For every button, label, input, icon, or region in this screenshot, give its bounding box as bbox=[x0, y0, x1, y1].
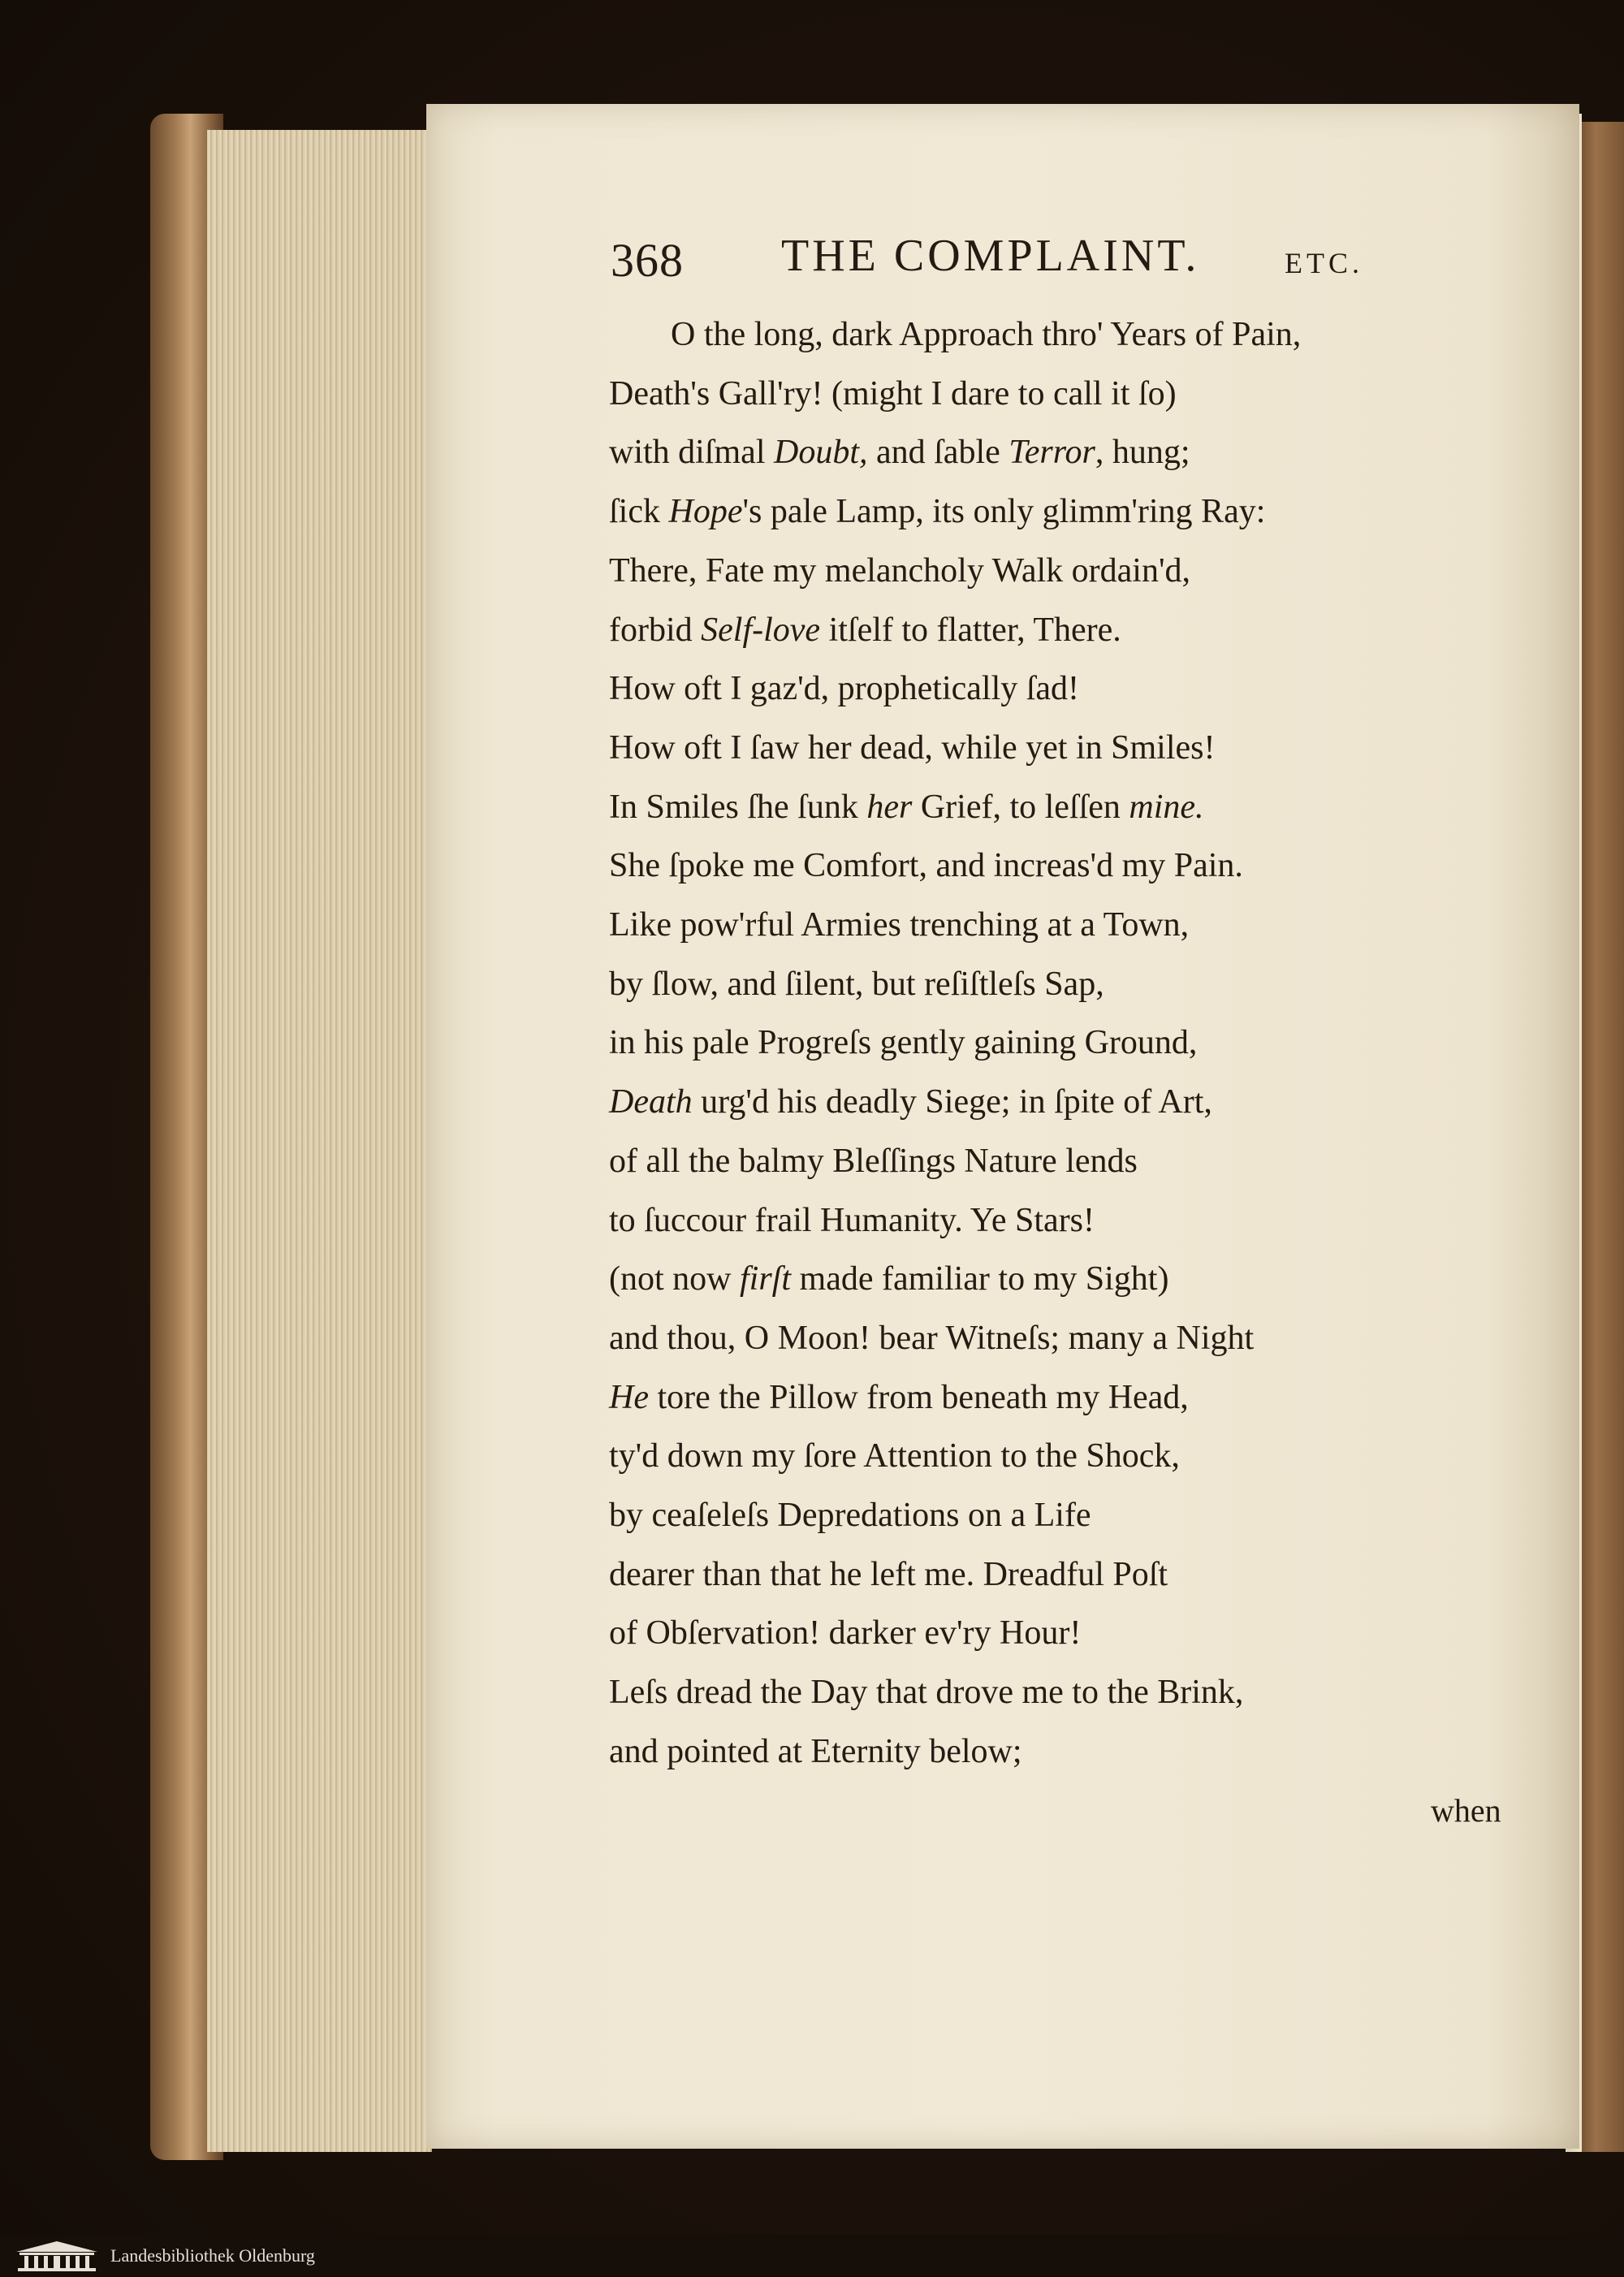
line-text: She ſpoke me Comfort, and increas'd my Pain. bbox=[609, 847, 1243, 885]
library-building-icon bbox=[13, 2239, 101, 2273]
poem-line bbox=[609, 902, 1189, 948]
italic-word: Self-love bbox=[701, 611, 821, 649]
italic-word: firſt bbox=[740, 1260, 792, 1298]
poem-line bbox=[609, 607, 1121, 653]
line-text: Grief, to leſſen bbox=[912, 788, 1129, 826]
line-text: made familiar to my Sight) bbox=[791, 1260, 1169, 1298]
line-text: of all the balmy Bleſſings Nature lends bbox=[609, 1142, 1138, 1180]
poem-line bbox=[609, 489, 1265, 534]
poem-line bbox=[609, 1198, 1095, 1243]
line-text: with diſmal bbox=[609, 434, 774, 472]
library-name: Landesbibliothek Oldenburg bbox=[110, 2245, 315, 2266]
poem-line bbox=[609, 1375, 1189, 1420]
poem-line bbox=[609, 1729, 1022, 1774]
line-text: and pointed at Eternity below; bbox=[609, 1732, 1022, 1770]
poem-line bbox=[609, 1138, 1138, 1184]
poem-line bbox=[609, 1493, 1091, 1538]
line-text: in his pale Progreſs gently gaining Ground, bbox=[609, 1024, 1198, 1062]
line-text: There, Fate my melancholy Walk ordain'd, bbox=[609, 551, 1191, 590]
italic-word: Terror bbox=[1009, 434, 1095, 472]
poem-line bbox=[609, 1020, 1197, 1065]
line-text: by ceaſeleſs Depredations on a Life bbox=[609, 1497, 1091, 1534]
poem-line bbox=[609, 1433, 1180, 1479]
line-text: Death's Gall'ry! (might I dare to call it ſo) bbox=[609, 374, 1177, 413]
poem-line bbox=[609, 843, 1243, 888]
poem-line bbox=[671, 312, 1301, 357]
page-number: 368 bbox=[611, 234, 684, 287]
line-text: and ſable bbox=[867, 434, 1009, 472]
line-text: ſick bbox=[609, 493, 669, 531]
poem-line bbox=[609, 725, 1215, 771]
line-text: itſelf to flatter, There. bbox=[820, 611, 1121, 649]
poem-line bbox=[609, 430, 1190, 475]
italic-word: her bbox=[866, 788, 913, 826]
italic-word: Hope bbox=[668, 493, 743, 531]
poem-line bbox=[609, 1079, 1212, 1125]
line-text: forbid bbox=[609, 611, 702, 649]
poem-line bbox=[609, 1316, 1254, 1361]
line-text: (not now bbox=[609, 1260, 740, 1298]
poem-line bbox=[609, 784, 1204, 830]
line-text: How oft I gaz'd, prophetically ſad! bbox=[609, 670, 1080, 708]
line-text: O the long, dark Approach thro' Years of Pain, bbox=[671, 316, 1302, 353]
poem-line bbox=[609, 1552, 1168, 1597]
poem-line bbox=[609, 371, 1177, 417]
poem-line bbox=[609, 666, 1079, 711]
italic-word: Doubt, bbox=[774, 434, 868, 472]
line-text: In Smiles ſhe ſunk bbox=[609, 788, 867, 826]
line-text: by ſlow, and ſilent, but reſiſtleſs Sap, bbox=[609, 965, 1104, 1003]
line-text: and thou, O Moon! bear Witneſs; many a Night bbox=[609, 1319, 1255, 1357]
line-text: tore the Pillow from beneath my Head, bbox=[648, 1378, 1189, 1416]
line-text: dearer than that he left me. Dreadful Poſt bbox=[609, 1555, 1168, 1593]
poem-line bbox=[609, 1670, 1243, 1715]
catchword: when bbox=[1431, 1792, 1501, 1829]
poem-line bbox=[609, 548, 1190, 594]
italic-word: He bbox=[609, 1378, 649, 1416]
poem-line bbox=[609, 1610, 1081, 1656]
italic-word: Death bbox=[609, 1083, 693, 1121]
line-text: , hung; bbox=[1095, 434, 1190, 472]
line-text: How oft I ſaw her dead, while yet in Smiles! bbox=[609, 728, 1216, 767]
line-text: of Obſervation! darker ev'ry Hour! bbox=[609, 1614, 1082, 1653]
line-text: Like pow'rful Armies trenching at a Town, bbox=[609, 906, 1190, 944]
line-text: Leſs dread the Day that drove me to the Brink, bbox=[609, 1674, 1244, 1712]
line-text: to ſuccour frail Humanity. Ye Stars! bbox=[609, 1201, 1095, 1239]
line-text: 's pale Lamp, its only glimm'ring Ray: bbox=[742, 493, 1266, 531]
page-title: THE COMPLAINT. bbox=[781, 231, 1200, 281]
poem-line bbox=[609, 961, 1104, 1007]
line-text: urg'd his deadly Siege; in ſpite of Art, bbox=[692, 1083, 1212, 1121]
page-title-etc: ETC. bbox=[1285, 247, 1363, 279]
line-text: ty'd down my ſore Attention to the Shock, bbox=[609, 1437, 1180, 1476]
italic-word: mine. bbox=[1129, 788, 1204, 826]
poem-line bbox=[609, 1256, 1168, 1302]
